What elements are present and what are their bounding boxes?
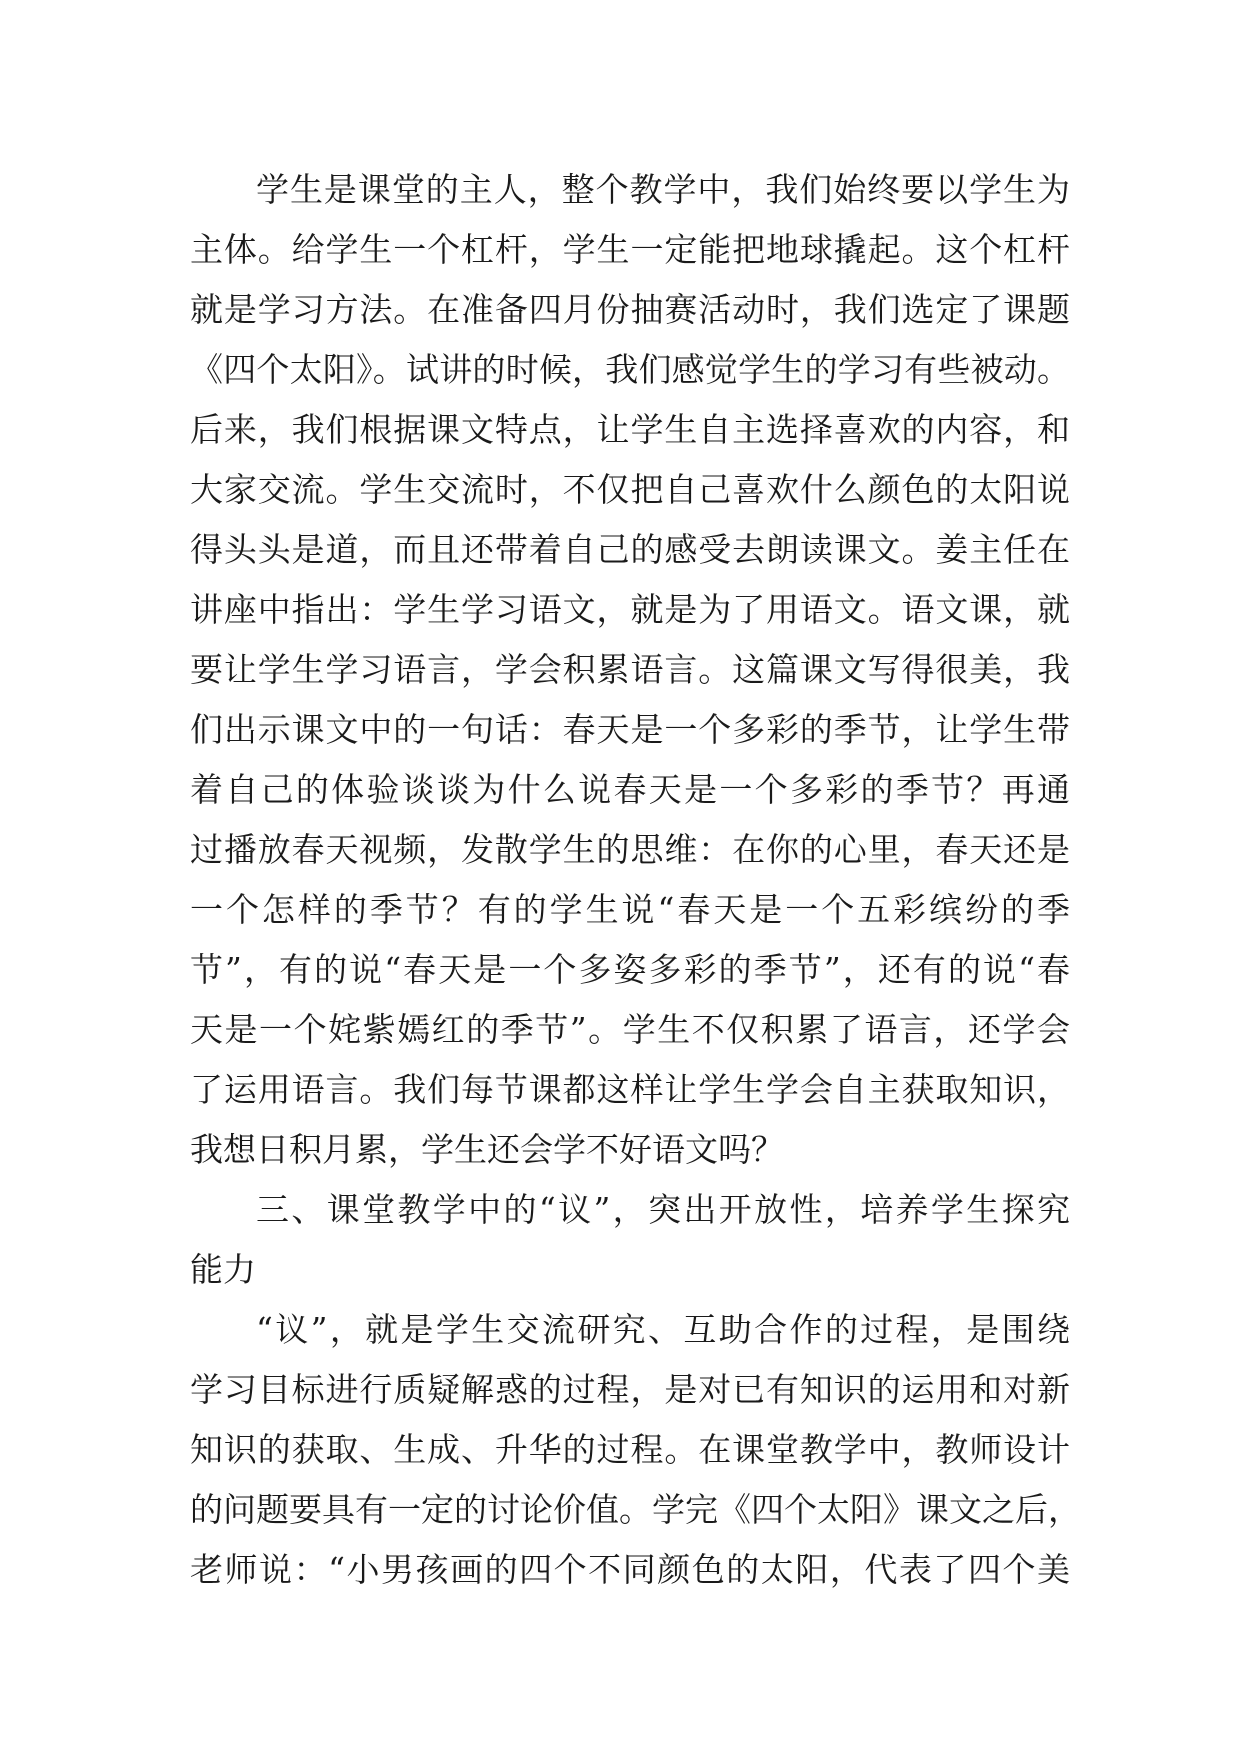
text-line: 过播放春天视频，发散学生的思维：在你的心里，春天还是 — [190, 830, 1070, 869]
text-line: 要让学生学习语言，学会积累语言。这篇课文写得很美，我 — [190, 650, 1070, 689]
paragraph-student-subject — [190, 160, 1070, 1180]
text-line: 着自己的体验谈谈为什么说春天是一个多彩的季节？再通 — [190, 770, 1070, 809]
text-line: 就是学习方法。在准备四月份抽赛活动时，我们选定了课题 — [190, 290, 1070, 329]
paragraph-discussion — [190, 1300, 1081, 1600]
text-line: 我想日积月累，学生还会学不好语文吗？ — [190, 1130, 784, 1169]
text-line: 的问题要具有一定的讨论价值。学完《四个太阳》课文之后， — [190, 1490, 1081, 1529]
text-line: 后来，我们根据课文特点，让学生自主选择喜欢的内容，和 — [190, 410, 1070, 449]
text-line: 节”，有的说“春天是一个多姿多彩的季节”，还有的说“春 — [190, 950, 1070, 989]
heading-line: 能力 — [190, 1250, 256, 1289]
text-line: 主体。给学生一个杠杆，学生一定能把地球撬起。这个杠杆 — [190, 230, 1070, 269]
text-line: 了运用语言。我们每节课都这样让学生学会自主获取知识， — [190, 1070, 1070, 1109]
text-line: 老师说：“小男孩画的四个不同颜色的太阳，代表了四个美 — [190, 1550, 1070, 1589]
heading-line: 三、课堂教学中的“议”，突出开放性，培养学生探究 — [256, 1190, 1070, 1229]
text-line: 得头头是道，而且还带着自己的感受去朗读课文。姜主任在 — [190, 530, 1070, 569]
text-line: 知识的获取、生成、升华的过程。在课堂教学中，教师设计 — [190, 1430, 1070, 1469]
text-line: 天是一个姹紫嫣红的季节”。学生不仅积累了语言，还学会 — [190, 1010, 1070, 1049]
text-line: 一个怎样的季节？有的学生说“春天是一个五彩缤纷的季 — [190, 890, 1070, 929]
text-line: 学生是课堂的主人，整个教学中，我们始终要以学生为 — [256, 170, 1070, 209]
section-heading-discussion — [190, 1180, 1070, 1300]
text-line: 《四个太阳》。试讲的时候，我们感觉学生的学习有些被动。 — [190, 350, 1070, 389]
text-line: 们出示课文中的一句话：春天是一个多彩的季节，让学生带 — [190, 710, 1070, 749]
text-line: “议”，就是学生交流研究、互助合作的过程，是围绕 — [256, 1310, 1070, 1349]
text-line: 学习目标进行质疑解惑的过程，是对已有知识的运用和对新 — [190, 1370, 1070, 1409]
document-body — [190, 160, 1081, 1600]
text-line: 大家交流。学生交流时，不仅把自己喜欢什么颜色的太阳说 — [190, 470, 1070, 509]
text-line: 讲座中指出：学生学习语文，就是为了用语文。语文课，就 — [190, 590, 1070, 629]
